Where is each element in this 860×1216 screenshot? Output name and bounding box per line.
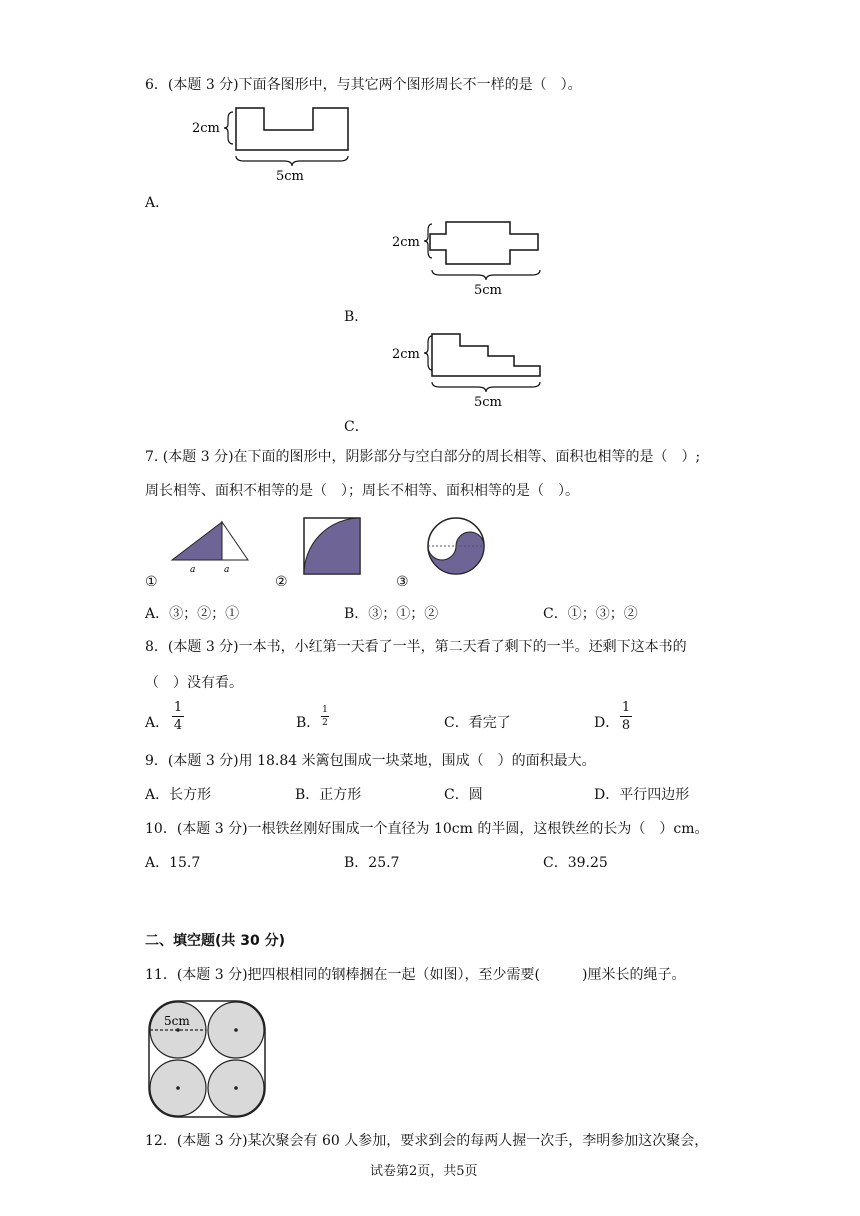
q6c-height-label: 2cm — [392, 347, 420, 362]
q9-stem: 9．(本题 3 分)用 18.84 米篱包围成一块菜地，围成（ ）的面积最大。 — [145, 753, 596, 769]
q9-option-a[interactable]: A．长方形 — [145, 787, 212, 803]
q6a-width-label: 5cm — [276, 169, 304, 184]
q7-option-b[interactable]: B．③；①；② — [344, 606, 439, 622]
q10-option-b[interactable]: B．25.7 — [344, 855, 400, 871]
q8-option-a-fraction: 1 4 — [173, 700, 183, 733]
q6b-height-label: 2cm — [392, 235, 420, 250]
q11-radius-label: 5cm — [164, 1014, 190, 1028]
q8-option-d[interactable] — [594, 712, 619, 732]
q8-option-d-label: D． — [594, 715, 620, 731]
q6c-width-label: 5cm — [474, 395, 502, 410]
q7-option-c[interactable]: C．①；③；② — [543, 606, 638, 622]
q8-option-b-fraction: 1 2 — [322, 705, 328, 728]
q8-option-d-fraction: 1 8 — [621, 700, 631, 733]
q8-option-a-label: A． — [145, 715, 170, 731]
q11-bundle-figure — [146, 998, 270, 1120]
q11-stem: 11．(本题 3 分)把四根相同的钢棒捆在一起（如图），至少需要( )厘米长的绳子。 — [145, 967, 686, 983]
q7-label-2: ② — [275, 574, 288, 590]
q7-label-1: ① — [145, 574, 158, 590]
q7-stem-line2: 周长相等、面积不相等的是（ ）；周长不相等、面积相等的是（ ）。 — [145, 483, 579, 499]
q7-label-3: ③ — [396, 574, 409, 590]
q9-option-d[interactable]: D．平行四边形 — [594, 787, 690, 803]
q10-stem: 10．(本题 3 分)一根铁丝刚好围成一个直径为 10cm 的半圆，这根铁丝的长为（ ）cm。 — [145, 821, 709, 837]
q7-triangle-figure — [160, 514, 260, 574]
q6a-height-label: 2cm — [192, 121, 220, 136]
q9-option-b[interactable]: B．正方形 — [295, 787, 362, 803]
q6-option-c[interactable]: C． — [344, 419, 369, 435]
q7-option-a[interactable]: A．③；②；① — [145, 606, 240, 622]
q7-stem-line1: 7. (本题 3 分)在下面的图形中，阴影部分与空白部分的周长相等、面积也相等的是（ ）; — [145, 449, 701, 465]
q7-square-quarter-figure — [298, 514, 368, 578]
q9-option-c[interactable]: C．圆 — [444, 787, 483, 803]
q6-figure-c — [390, 328, 550, 412]
q10-option-c[interactable]: C．39.25 — [543, 855, 608, 871]
q8-option-b[interactable] — [296, 712, 320, 732]
q7-circle-yinyang-figure — [420, 514, 492, 578]
q8-option-c[interactable]: C．看完了 — [444, 715, 511, 731]
q6-stem: 6．(本题 3 分)下面各图形中，与其它两个图形周长不一样的是（ ）。 — [145, 77, 582, 93]
section-2-title: 二、填空题(共 30 分) — [145, 933, 286, 949]
q8-stem-line1: 8．(本题 3 分)一本书，小红第一天看了一半，第二天看了剩下的一半。还剩下这本书的 — [145, 639, 687, 655]
q6-figure-b — [390, 216, 550, 300]
q7-tri-mark-a2: a — [224, 565, 230, 574]
q8-option-a[interactable] — [145, 712, 169, 732]
q10-option-a[interactable]: A．15.7 — [145, 855, 201, 871]
q8-option-b-label: B． — [296, 715, 321, 731]
page-footer: 试卷第2页，共5页 — [370, 1164, 478, 1179]
q7-tri-mark-a1: a — [190, 565, 196, 574]
q6-figure-a — [188, 102, 358, 184]
q8-stem-line2: （ ）没有看。 — [145, 675, 243, 691]
q6-option-a[interactable]: A． — [145, 195, 170, 211]
q12-stem: 12．(本题 3 分)某次聚会有 60 人参加，要求到会的每两人握一次手，李明参加这次聚会， — [145, 1133, 709, 1149]
q6-option-b[interactable]: B． — [344, 309, 369, 325]
q6b-width-label: 5cm — [474, 283, 502, 298]
